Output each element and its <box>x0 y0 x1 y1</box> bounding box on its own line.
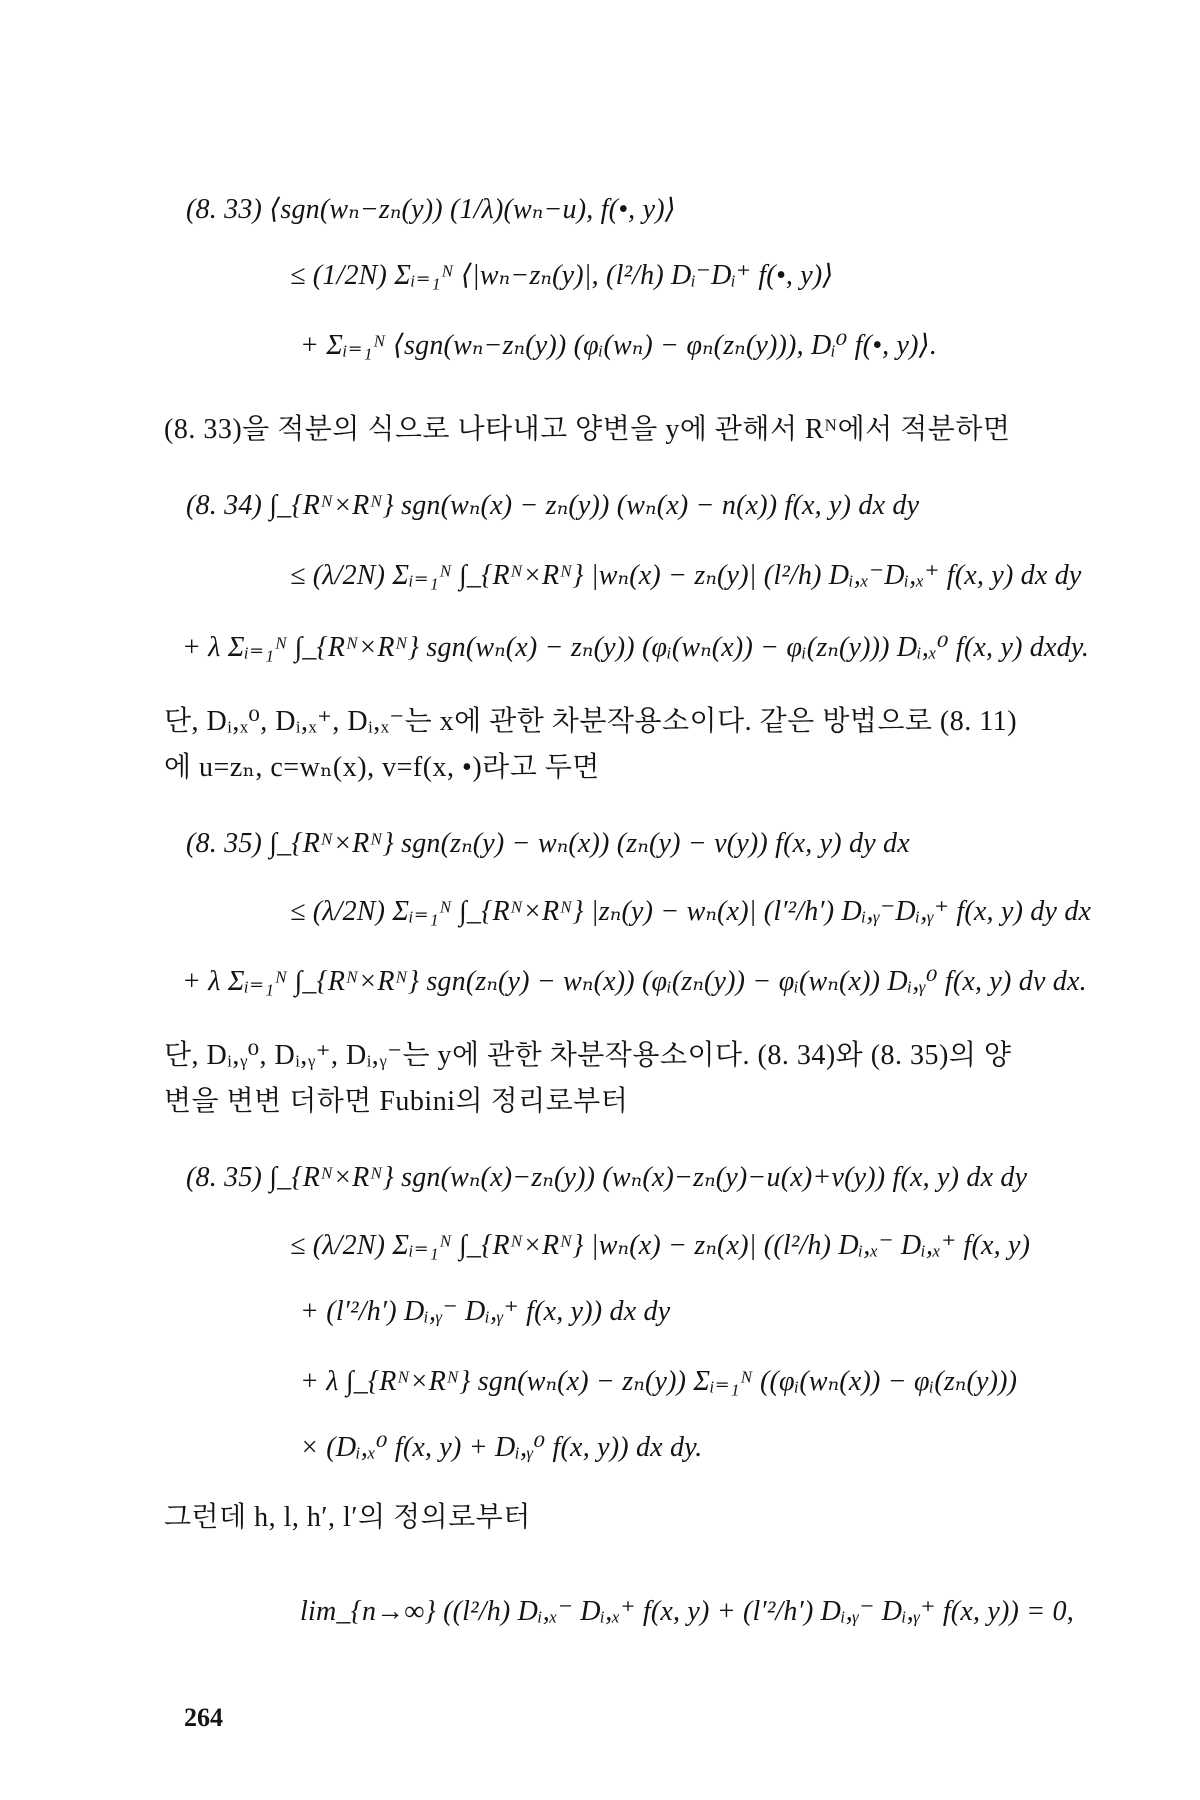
paragraph-line: 변을 변변 더하면 Fubini의 정리로부터 <box>164 1086 629 1117</box>
paragraph-line: 에 u=zₙ, c=wₙ(x), v=f(x, •)라고 두면 <box>164 752 600 783</box>
equation-8-35-line-1: (8. 35) ∫_{Rᴺ×Rᴺ} sgn(zₙ(y) − wₙ(x)) (zₙ(y) − v(y)) f(x, y) dy dx <box>186 828 910 859</box>
equation-8-34-line-3: + λ Σᵢ₌₁ᴺ ∫_{Rᴺ×Rᴺ} sgn(wₙ(x) − zₙ(y)) (φᵢ(wₙ(x)) − φᵢ(zₙ(y))) Dᵢ,ₓ⁰ f(x, y) dxdy. <box>182 632 1090 663</box>
equation-8-35b-line-2: ≤ (λ/2N) Σᵢ₌₁ᴺ ∫_{Rᴺ×Rᴺ} |wₙ(x) − zₙ(x)| ((l²/h) Dᵢ,ₓ⁻ Dᵢ,ₓ⁺ f(x, y) <box>290 1230 1031 1261</box>
paragraph-line: 그런데 h, l, h′, l′의 정의로부터 <box>164 1502 531 1533</box>
equation-8-35-line-2: ≤ (λ/2N) Σᵢ₌₁ᴺ ∫_{Rᴺ×Rᴺ} |zₙ(y) − wₙ(x)| (l′²/h′) Dᵢ,ᵧ⁻Dᵢ,ᵧ⁺ f(x, y) dy dx <box>290 896 1092 927</box>
equation-8-33-line-1: (8. 33) ⟨sgn(wₙ−zₙ(y)) (1/λ)(wₙ−u), f(•, y)⟩ <box>186 194 676 225</box>
paragraph-line: 단, Dᵢ,ᵧ⁰, Dᵢ,ᵧ⁺, Dᵢ,ᵧ⁻는 y에 관한 차분작용소이다. (8. 34)와 (8. 35)의 양 <box>164 1040 1012 1071</box>
equation-8-35b-line-4: + λ ∫_{Rᴺ×Rᴺ} sgn(wₙ(x) − zₙ(y)) Σᵢ₌₁ᴺ ((φᵢ(wₙ(x)) − φᵢ(zₙ(y))) <box>300 1366 1018 1397</box>
equation-8-35b-line-5: × (Dᵢ,ₓ⁰ f(x, y) + Dᵢ,ᵧ⁰ f(x, y)) dx dy. <box>300 1432 703 1463</box>
equation-8-33-line-2: ≤ (1/2N) Σᵢ₌₁ᴺ ⟨|wₙ−zₙ(y)|, (l²/h) Dᵢ⁻Dᵢ⁺ f(•, y)⟩ <box>290 260 834 291</box>
paragraph-line: 단, Dᵢ,ₓ⁰, Dᵢ,ₓ⁺, Dᵢ,ₓ⁻는 x에 관한 차분작용소이다. 같은 방법으로 (8. 11) <box>164 706 1018 737</box>
equation-8-34-line-1: (8. 34) ∫_{Rᴺ×Rᴺ} sgn(wₙ(x) − zₙ(y)) (wₙ(x) − n(x)) f(x, y) dx dy <box>186 490 920 521</box>
limit-equation: lim_{n→∞} ((l²/h) Dᵢ,ₓ⁻ Dᵢ,ₓ⁺ f(x, y) + (l′²/h′) Dᵢ,ᵧ⁻ Dᵢ,ᵧ⁺ f(x, y)) = 0, <box>300 1596 1074 1627</box>
equation-8-35b-line-1: (8. 35) ∫_{Rᴺ×Rᴺ} sgn(wₙ(x)−zₙ(y)) (wₙ(x)−zₙ(y)−u(x)+v(y)) f(x, y) dx dy <box>186 1162 1028 1193</box>
equation-8-35b-line-3: + (l′²/h′) Dᵢ,ᵧ⁻ Dᵢ,ᵧ⁺ f(x, y)) dx dy <box>300 1296 671 1327</box>
paragraph-line: (8. 33)을 적분의 식으로 나타내고 양변을 y에 관해서 Rᴺ에서 적분하면 <box>164 414 1011 445</box>
equation-8-34-line-2: ≤ (λ/2N) Σᵢ₌₁ᴺ ∫_{Rᴺ×Rᴺ} |wₙ(x) − zₙ(y)| (l²/h) Dᵢ,ₓ⁻Dᵢ,ₓ⁺ f(x, y) dx dy <box>290 560 1082 591</box>
equation-8-35-line-3: + λ Σᵢ₌₁ᴺ ∫_{Rᴺ×Rᴺ} sgn(zₙ(y) − wₙ(x)) (φᵢ(zₙ(y)) − φᵢ(wₙ(x)) Dᵢ,ᵧ⁰ f(x, y) dv dx. <box>182 966 1087 997</box>
page-number: 264 <box>184 1703 223 1732</box>
equation-8-33-line-3: + Σᵢ₌₁ᴺ ⟨sgn(wₙ−zₙ(y)) (φᵢ(wₙ) − φₙ(zₙ(y))), Dᵢ⁰ f(•, y)⟩. <box>300 330 938 361</box>
